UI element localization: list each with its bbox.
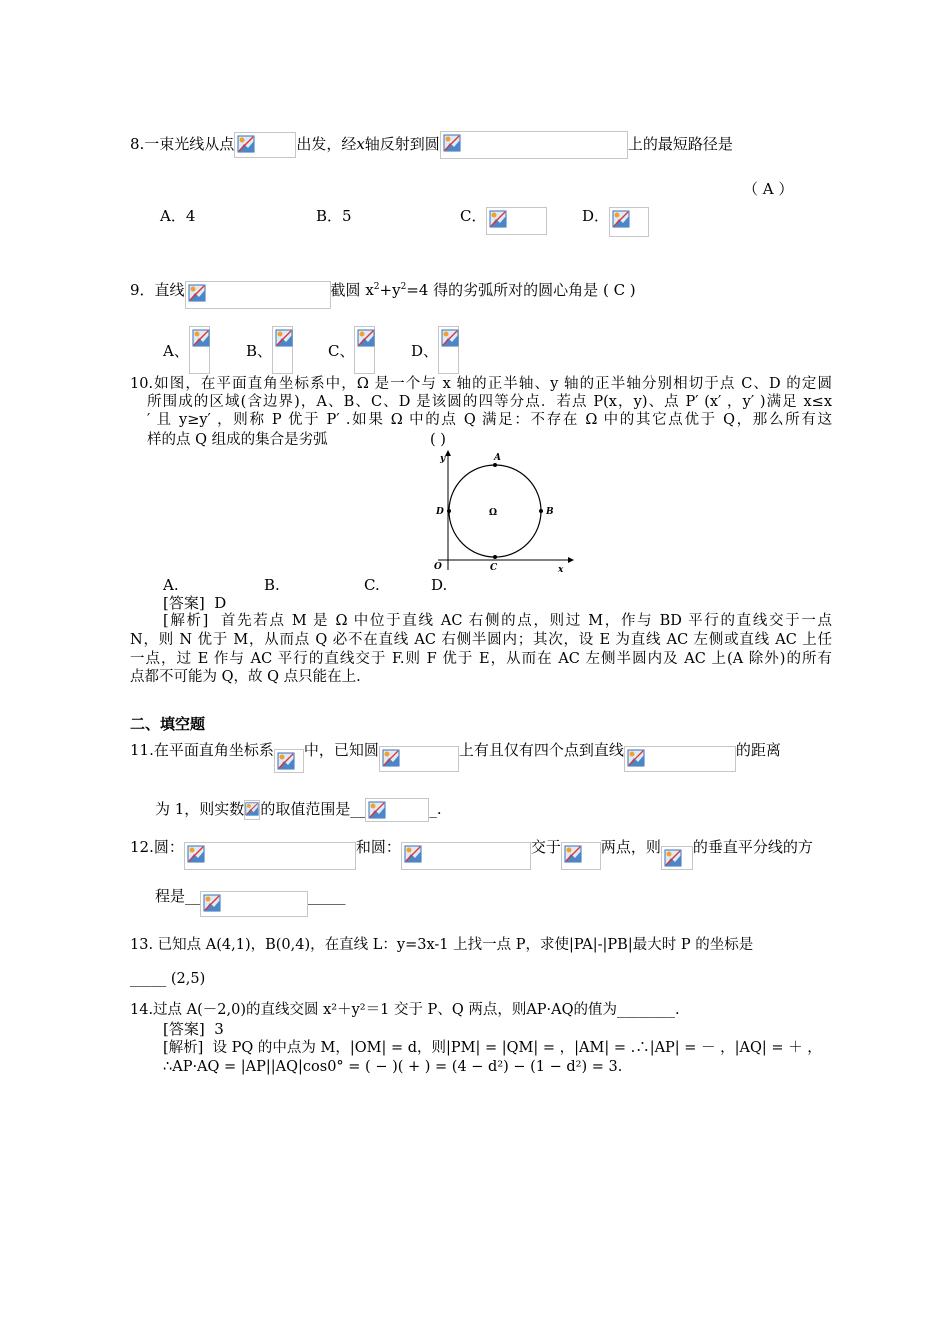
image-placeholder-icon: [244, 800, 260, 820]
q9-line1: 9．直线 截圆 $x^2+y^2=4$ 得的劣弧所对的圆心角是 ( C ): [130, 281, 636, 309]
q8-option-b: B．5: [316, 207, 352, 225]
q14-line1: 14.过点 A(－2,0)的直线交圆 x²＋y²＝1 交于 P、Q 两点，则AP·AQ的值为________.: [130, 1002, 680, 1018]
q9-option-b: B、: [246, 326, 293, 374]
image-placeholder-icon: [438, 326, 459, 374]
q10-explanation-2: N，则 N 优于 M，从而点 Q 必不在直线 AC 右侧半圆内；其次，设 E 为直线 AC 左侧或直线 AC 上任: [130, 632, 832, 648]
image-placeholder-icon: [440, 131, 628, 159]
point-b: [539, 509, 543, 513]
q10-explanation-1: [解析] 首先若点 M 是 Ω 中位于直线 AC 右侧的点，则过 M，作与 BD 平行的直线交于一点: [163, 613, 833, 629]
image-placeholder-icon: [379, 746, 459, 772]
q9-option-d: D、: [411, 326, 459, 374]
image-placeholder-icon: [365, 798, 429, 822]
q8-line1: 8.一束光线从点 出发，经x轴反射到圆 上的最短路径是: [130, 131, 733, 159]
q10-explanation-4: 点都不可能为 Q，故 Q 点只能在上.: [130, 669, 361, 685]
label-o: O: [434, 562, 442, 572]
image-placeholder-icon: [200, 891, 308, 917]
image-placeholder-icon: [661, 846, 693, 870]
q9-option-a: A、: [163, 326, 210, 374]
q8-option-d: D．: [582, 207, 649, 237]
image-placeholder-icon: [624, 746, 736, 772]
q10-line4: 样的点 Q 组成的集合是劣弧: [147, 432, 328, 448]
section-title-fill-in: 二、填空题: [130, 715, 206, 733]
q10-line2: 所围成的区域(含边界)，A、B、C、D 是该圆的四等分点．若点 P(x，y)、点 P′ (x′ ，y′ )满足 x≤x: [147, 394, 832, 410]
image-placeholder-icon: [486, 207, 547, 235]
q10-explanation-3: 一点，过 E 作与 AC 平行的直线交于 F.则 F 优于 E，从而在 AC 左侧半圆内及 AC 上(A 除外)的所有: [130, 651, 832, 667]
q10-answer: [答案] D: [163, 594, 227, 612]
label-a: A: [494, 453, 501, 463]
q13-line1: 13. 已知点 A(4,1)，B(0,4)，在直线 L：y=3x-1 上找一点 P，求使|PA|-|PB|最大时 P 的坐标是: [130, 937, 754, 953]
image-placeholder-icon: [272, 326, 293, 374]
image-placeholder-icon: [609, 207, 649, 237]
point-a: [493, 463, 497, 467]
circle-figure: [428, 448, 574, 572]
image-placeholder-icon: [184, 842, 356, 870]
q8-answer: （ A ）: [743, 180, 794, 198]
image-placeholder-icon: [185, 281, 331, 309]
image-placeholder-icon: [234, 132, 296, 158]
label-y: y: [440, 454, 446, 464]
q10-line1: 10.如图，在平面直角坐标系中，Ω 是一个与 x 轴的正半轴、y 轴的正半轴分别相切于点 C、D 的定圆: [130, 376, 832, 392]
image-placeholder-icon: [354, 326, 375, 374]
q14-explanation-2: ∴AP·AQ = |AP||AQ|cos0° = ( − )( + ) = (4 − d²) − (1 − d²) = 3.: [163, 1059, 623, 1075]
q9-option-c: C、: [328, 326, 375, 374]
q10-line3: ′ 且 y≥y′ ，则称 P 优于 P′ .如果 Ω 中的点 Q 满足：不存在 Ω 中的其它点优于 Q，那么所有这: [147, 412, 832, 428]
q10-option-c: C.: [364, 576, 380, 594]
q10-answer-paren: ( ): [430, 432, 446, 448]
q11-line1: 11.在平面直角坐标系 中，已知圆 上有且仅有四个点到直线 的距离: [130, 741, 781, 773]
q10-option-d: D.: [431, 576, 448, 594]
label-c: C: [490, 563, 498, 572]
q11-line2: 为 1，则实数 的取值范围是__ _.: [155, 800, 442, 822]
image-placeholder-icon: [401, 842, 531, 870]
q8-option-a: A．4: [160, 207, 196, 225]
image-placeholder-icon: [561, 842, 601, 870]
label-omega: Ω: [489, 508, 498, 518]
q13-line2: _____ (2,5): [130, 971, 206, 987]
label-b: B: [546, 507, 554, 517]
q8-option-c: C．: [460, 207, 547, 235]
image-placeholder-icon: [274, 749, 304, 773]
point-d: [447, 509, 451, 513]
q14-answer: [答案] 3: [163, 1020, 224, 1038]
point-c: [493, 555, 497, 559]
q10-option-a: A.: [163, 576, 179, 594]
image-placeholder-icon: [189, 326, 210, 374]
q12-line2: 程是__ _____: [155, 887, 346, 917]
label-d: D: [436, 507, 444, 517]
y-axis-arrow-icon: [445, 450, 451, 456]
q13-answer: (2,5): [170, 971, 206, 987]
q14-explanation-1: [解析] 设 PQ 的中点为 M，|OM| = d，则|PM| = |QM| = ，|AM| = .∴|AP| = － ，|AQ| = ＋ ，: [163, 1040, 822, 1056]
x-axis-arrow-icon: [568, 557, 574, 563]
label-x: x: [558, 565, 564, 572]
q12-line1: 12.圆： 和圆： 交于 两点，则 的垂直平分线的方: [130, 838, 813, 870]
q10-option-b: B.: [264, 576, 280, 594]
